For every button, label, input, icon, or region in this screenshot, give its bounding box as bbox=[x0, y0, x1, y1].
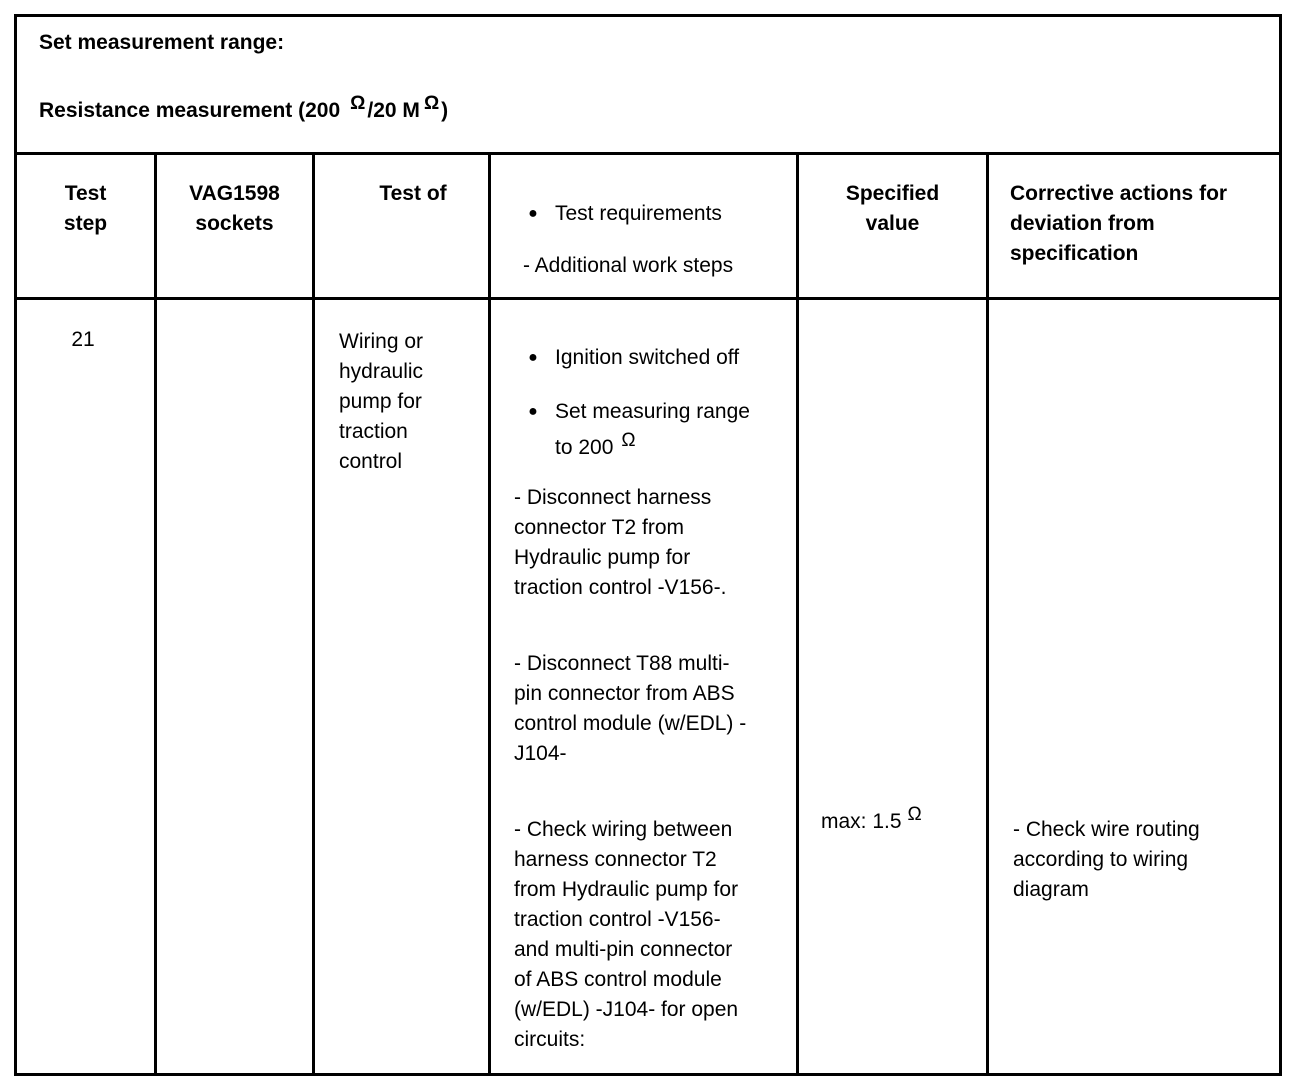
text-line: pump for bbox=[339, 390, 422, 413]
bullet-icon: ● bbox=[528, 349, 538, 366]
header-text: deviation from bbox=[1010, 212, 1155, 235]
header-text: Test bbox=[64, 182, 107, 205]
text-line: diagram bbox=[1013, 878, 1089, 901]
ohm-symbol-icon: Ω bbox=[907, 804, 922, 825]
text-line: pin connector from ABS bbox=[514, 682, 735, 705]
text-line: to 200 bbox=[555, 436, 614, 459]
column-header-specified-value bbox=[799, 179, 986, 239]
column-divider bbox=[312, 155, 315, 1073]
text-line: - Disconnect T88 multi- bbox=[514, 652, 730, 675]
text-line: harness connector T2 bbox=[514, 848, 717, 871]
header-resistance-range bbox=[39, 93, 449, 123]
header-text: Test of bbox=[379, 182, 447, 205]
header-text: VAG1598 bbox=[189, 182, 280, 205]
text-line: Wiring or bbox=[339, 330, 424, 353]
test-requirements bbox=[523, 343, 795, 464]
header-text: Specified bbox=[845, 182, 940, 205]
text-line: hydraulic bbox=[339, 360, 424, 383]
header-text: Test requirements bbox=[555, 202, 722, 225]
column-header-test-of bbox=[315, 179, 511, 209]
column-divider bbox=[986, 155, 989, 1073]
measurement-range-header bbox=[17, 17, 1279, 155]
column-divider bbox=[796, 155, 799, 1073]
text-line: and multi-pin connector bbox=[514, 938, 733, 961]
text-line: J104- bbox=[514, 742, 567, 765]
specified-value bbox=[821, 804, 981, 838]
test-step-number: 21 bbox=[71, 328, 95, 351]
header-text: Corrective actions for bbox=[1010, 182, 1228, 205]
header-title: Set measurement range: bbox=[39, 31, 285, 54]
text-line: (w/EDL) -J104- for open bbox=[514, 998, 739, 1021]
text-line: Hydraulic pump for bbox=[514, 546, 691, 569]
test-procedure-table bbox=[14, 14, 1282, 1076]
text-line: of ABS control module bbox=[514, 968, 722, 991]
row-divider bbox=[17, 297, 1279, 300]
column-header-sockets bbox=[157, 179, 312, 239]
text-line: control module (w/EDL) - bbox=[514, 712, 747, 735]
column-divider bbox=[488, 155, 491, 1073]
range-middle: /20 M bbox=[367, 99, 420, 122]
text-line: traction control -V156- bbox=[514, 908, 721, 931]
header-text: step bbox=[63, 212, 108, 235]
column-header-test-step bbox=[17, 179, 154, 239]
work-step-3 bbox=[514, 815, 796, 1055]
work-step-1 bbox=[514, 483, 796, 603]
test-of-description bbox=[339, 327, 489, 477]
header-text: sockets bbox=[195, 212, 274, 235]
text-line: - Check wiring between bbox=[514, 818, 733, 841]
bullet-icon: ● bbox=[528, 205, 538, 222]
header-text: value bbox=[865, 212, 920, 235]
range-prefix: Resistance measurement (200 bbox=[39, 99, 341, 122]
text-line: according to wiring bbox=[1013, 848, 1189, 871]
text-line: - Check wire routing bbox=[1013, 818, 1200, 841]
work-step-2 bbox=[514, 649, 796, 769]
text-line: Set measuring range bbox=[555, 400, 750, 423]
column-divider bbox=[154, 155, 157, 1073]
text-line: connector T2 from bbox=[514, 516, 685, 539]
text-line: from Hydraulic pump for bbox=[514, 878, 739, 901]
requirement-bullet bbox=[523, 397, 795, 464]
ohm-symbol-icon: Ω bbox=[423, 93, 440, 114]
header-text: specification bbox=[1010, 242, 1139, 265]
requirement-text: Ignition switched off bbox=[555, 346, 740, 369]
header-text: - Additional work steps bbox=[523, 254, 734, 277]
specified-value-text: max: 1.5 bbox=[821, 810, 902, 833]
requirement-text bbox=[555, 397, 750, 464]
range-suffix: ) bbox=[441, 99, 449, 122]
ohm-symbol-icon: Ω bbox=[350, 93, 366, 114]
text-line: - Disconnect harness bbox=[514, 486, 712, 509]
text-line: traction control -V156-. bbox=[514, 576, 727, 599]
bullet-icon: ● bbox=[528, 403, 538, 420]
text-line: control bbox=[339, 450, 403, 473]
requirement-bullet bbox=[523, 343, 795, 373]
column-header-requirements bbox=[523, 199, 793, 281]
column-header-corrective-actions bbox=[1010, 179, 1280, 269]
ohm-symbol-icon: Ω bbox=[621, 430, 636, 451]
corrective-action bbox=[1013, 815, 1279, 905]
text-line: circuits: bbox=[514, 1028, 586, 1051]
text-line: traction bbox=[339, 420, 408, 443]
bullet-item bbox=[523, 199, 793, 229]
